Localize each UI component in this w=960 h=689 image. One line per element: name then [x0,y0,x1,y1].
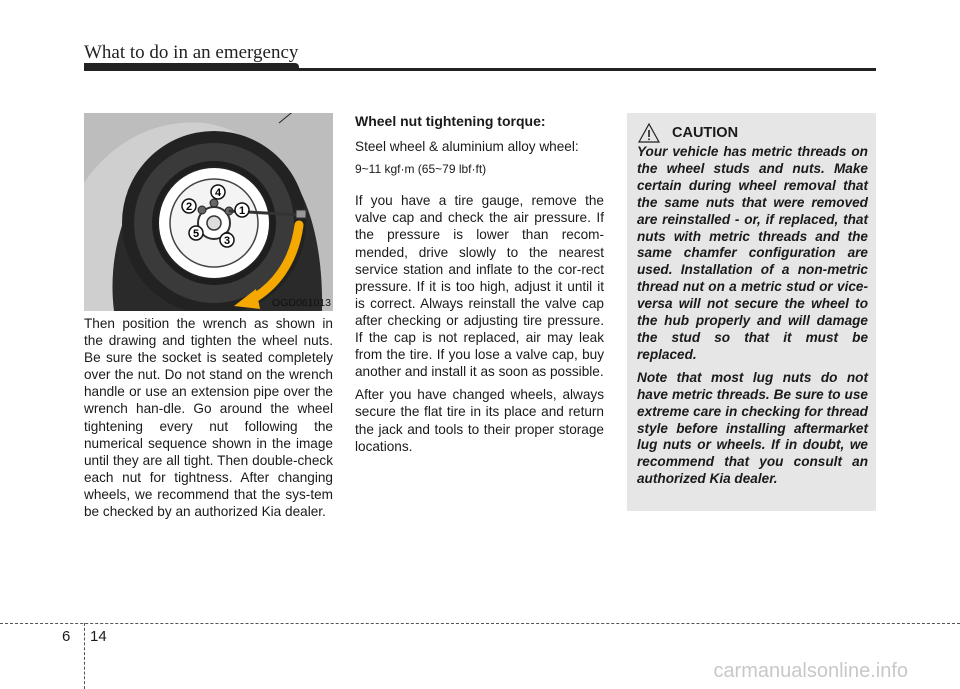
wheel-tightening-illustration [84,113,333,311]
caution-lug-nuts-paragraph: Note that most lug nuts do not have metric threads. Be sure to use extreme care in checking for thread style before installing aftermarket lug nuts or wheels. If in doubt, we recommend that you consult an authorized Kia dealer. [637,369,868,487]
caution-metric-threads-paragraph: Your vehicle has metric threads on the wheel studs and nuts. Make certain during wheel removal that the same nuts that were removed are reinstalled - or, if replaced, that nuts with metric threads and the same chamfer configuration are used. Installation of a non-metric thread nut on a metric stud or vice-versa will not secure the wheel to the hub properly and will damage the stud so that it must be replaced. [637,144,868,362]
column-2-text [355,113,604,461]
header-rule [84,68,876,71]
nut-label-1: 1 [238,205,246,217]
figure-caption: OGD061013 [272,297,331,309]
storage-paragraph: After you have changed wheels, always secure the flat tire in its place and return the jack and tools to their proper storage locations. [355,387,604,454]
tire-pressure-paragraph: If you have a tire gauge, remove the valve cap and check the air pressure. If the pressure is lower than recom-mended, drive slowly to the nearest service station and inflate to the cor-rect pressure. If it is too high, adjust it until it is correct. Always reinstall the valve cap after checking or adjusting tire pressure. If the cap is not replaced, air may leak from the tire. If you lose a valve cap, buy another and install it as soon as possible. [355,193,604,380]
section-number: 6 [62,628,71,645]
caution-header [638,123,738,143]
wheel-type-line: Steel wheel & aluminium alloy wheel: [355,139,579,155]
nut-label-3: 3 [223,235,231,247]
footer-rule-vertical [84,623,85,689]
watermark: carmanualsonline.info [713,660,908,682]
caution-box [627,113,876,511]
warning-triangle-icon [638,123,660,143]
caution-body [637,144,868,494]
nut-label-5: 5 [192,228,200,240]
page-header-title: What to do in an emergency [84,42,299,63]
nut-label-2: 2 [185,201,193,213]
wrench-instructions-paragraph: Then position the wrench as shown in the drawing and tighten the wheel nuts. Be sure the socket is seated completely over the nut. Do not stand on the wrench handle or use an extension pipe over the wrench han-dle. Go around the wheel tightening every nut following the numerical sequence shown in the image until they are all tight. Then double-check each nut for tightness. After changing wheels, we recommend that the sys-tem be checked by an authorized Kia dealer. [84,316,333,520]
torque-spec: 9~11 kgf·m (65~79 lbf·ft) [355,162,487,177]
column-1-text [84,315,333,520]
caution-title: CAUTION [672,125,739,141]
footer-rule-horizontal [0,623,960,624]
torque-subheading: Wheel nut tightening torque: [355,113,546,129]
nut-label-4: 4 [214,187,222,199]
wheel-drawing [84,113,333,311]
page-number: 14 [90,628,107,645]
